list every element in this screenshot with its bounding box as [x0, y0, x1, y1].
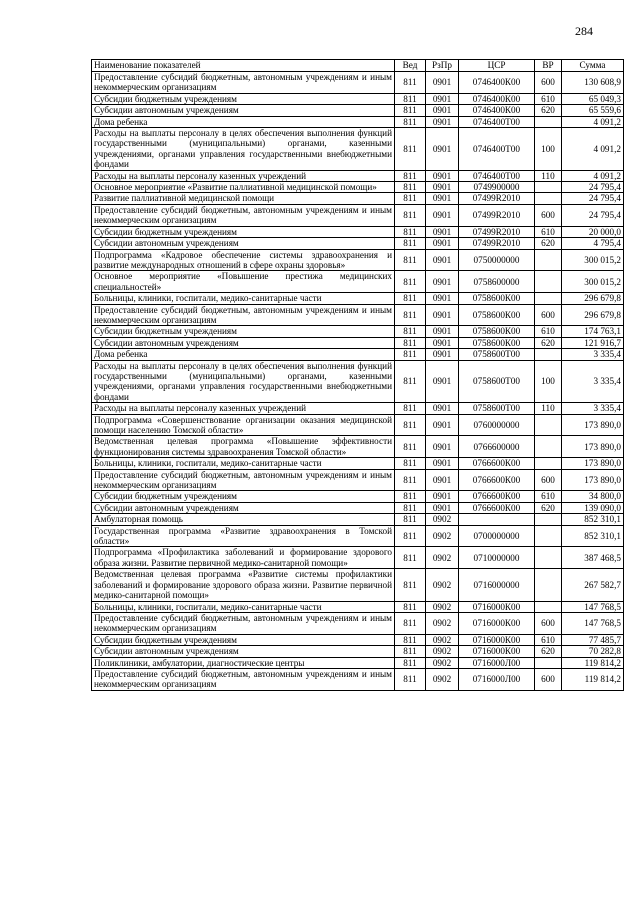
cell-ved: 811 [395, 337, 426, 348]
cell-ved: 811 [395, 547, 426, 569]
cell-ved: 811 [395, 525, 426, 547]
cell-ved: 811 [395, 569, 426, 601]
cell-vr [535, 525, 562, 547]
cell-ved: 811 [395, 436, 426, 458]
cell-name: Предоставление субсидий бюджетным, автономным учреждениям и иным некоммерческим организациям [92, 304, 395, 326]
cell-rzpr: 0902 [426, 668, 459, 690]
table-row [92, 469, 624, 491]
cell-name: Больницы, клиники, госпитали, медико-санитарные части [92, 293, 395, 304]
cell-csr: 0746400К00 [459, 93, 535, 104]
cell-sum: 77 485,7 [562, 634, 624, 645]
cell-vr: 100 [535, 128, 562, 171]
table-row [92, 238, 624, 249]
cell-csr: 07499R2010 [459, 226, 535, 237]
cell-rzpr: 0901 [426, 249, 459, 271]
cell-name: Предоставление субсидий бюджетным, автономным учреждениям и иным некоммерческим организациям [92, 72, 395, 94]
cell-name: Субсидии автономным учреждениям [92, 502, 395, 513]
cell-vr: 620 [535, 646, 562, 657]
cell-ved: 811 [395, 360, 426, 403]
table-row [92, 436, 624, 458]
cell-rzpr: 0901 [426, 436, 459, 458]
cell-vr: 610 [535, 93, 562, 104]
cell-vr: 600 [535, 668, 562, 690]
cell-name: Больницы, клиники, госпитали, медико-санитарные части [92, 458, 395, 469]
cell-vr: 610 [535, 326, 562, 337]
cell-sum: 24 795,4 [562, 204, 624, 226]
header-sum: Сумма [562, 60, 624, 72]
table-row [92, 271, 624, 293]
cell-name: Предоставление субсидий бюджетным, автономным учреждениям и иным некоммерческим организациям [92, 668, 395, 690]
table-row [92, 293, 624, 304]
cell-sum: 4 091,2 [562, 128, 624, 171]
cell-ved: 811 [395, 601, 426, 612]
cell-vr [535, 436, 562, 458]
cell-sum: 24 795,4 [562, 193, 624, 204]
cell-sum: 65 049,3 [562, 93, 624, 104]
cell-rzpr: 0901 [426, 204, 459, 226]
table-header-row [92, 60, 624, 72]
cell-name: Субсидии автономным учреждениям [92, 238, 395, 249]
cell-rzpr: 0902 [426, 634, 459, 645]
cell-rzpr: 0901 [426, 360, 459, 403]
cell-vr: 620 [535, 337, 562, 348]
cell-sum: 130 608,9 [562, 72, 624, 94]
cell-ved: 811 [395, 128, 426, 171]
cell-csr: 0716000К00 [459, 601, 535, 612]
table-row [92, 668, 624, 690]
cell-csr: 0760000000 [459, 414, 535, 436]
cell-csr: 0716000К00 [459, 612, 535, 634]
cell-csr: 0766600К00 [459, 502, 535, 513]
header-rzpr: РзПр [426, 60, 459, 72]
cell-name: Субсидии автономным учреждениям [92, 646, 395, 657]
cell-rzpr: 0901 [426, 458, 459, 469]
cell-ved: 811 [395, 304, 426, 326]
table-row [92, 657, 624, 668]
cell-vr: 620 [535, 238, 562, 249]
cell-ved: 811 [395, 271, 426, 293]
cell-rzpr: 0901 [426, 403, 459, 414]
cell-ved: 811 [395, 116, 426, 127]
cell-name: Дома ребенка [92, 349, 395, 360]
table-row [92, 116, 624, 127]
cell-vr: 620 [535, 105, 562, 116]
cell-rzpr: 0901 [426, 238, 459, 249]
cell-name: Предоставление субсидий бюджетным, автономным учреждениям и иным некоммерческим организациям [92, 204, 395, 226]
cell-vr: 100 [535, 360, 562, 403]
cell-ved: 811 [395, 182, 426, 193]
page-number: 284 [575, 24, 593, 38]
cell-vr [535, 271, 562, 293]
budget-table [91, 59, 624, 691]
cell-name: Расходы на выплаты персоналу в целях обеспечения выполнения функций государственными (муниципальными) органами, казенными учреждениями, органами управления государственными внебюджетными фондами [92, 360, 395, 403]
cell-ved: 811 [395, 293, 426, 304]
cell-sum: 24 795,4 [562, 182, 624, 193]
cell-vr [535, 349, 562, 360]
cell-name: Субсидии бюджетным учреждениям [92, 93, 395, 104]
cell-sum: 296 679,8 [562, 304, 624, 326]
cell-rzpr: 0902 [426, 514, 459, 525]
table-row [92, 105, 624, 116]
cell-ved: 811 [395, 491, 426, 502]
cell-sum: 4 795,4 [562, 238, 624, 249]
cell-csr: 07499R2010 [459, 204, 535, 226]
table-row [92, 226, 624, 237]
table-row [92, 514, 624, 525]
header-name: Наименование показателей [92, 60, 395, 72]
cell-name: Ведомственная целевая программа «Повышение эффективности функционирования системы здравоохранения Томской области» [92, 436, 395, 458]
cell-sum: 119 814,2 [562, 657, 624, 668]
cell-vr [535, 514, 562, 525]
cell-vr: 110 [535, 403, 562, 414]
cell-vr: 110 [535, 170, 562, 181]
cell-rzpr: 0902 [426, 547, 459, 569]
cell-sum: 121 916,7 [562, 337, 624, 348]
cell-csr: 0710000000 [459, 547, 535, 569]
cell-vr: 600 [535, 612, 562, 634]
cell-csr: 0746400Т00 [459, 116, 535, 127]
cell-sum: 34 800,0 [562, 491, 624, 502]
cell-sum: 3 335,4 [562, 360, 624, 403]
table-row [92, 634, 624, 645]
cell-csr: 0758600К00 [459, 304, 535, 326]
cell-sum: 173 890,0 [562, 436, 624, 458]
cell-name: Расходы на выплаты персоналу казенных учреждений [92, 403, 395, 414]
table-row [92, 349, 624, 360]
cell-name: Субсидии бюджетным учреждениям [92, 226, 395, 237]
cell-rzpr: 0901 [426, 193, 459, 204]
cell-rzpr: 0902 [426, 525, 459, 547]
table-row [92, 612, 624, 634]
table-row [92, 502, 624, 513]
cell-name: Развитие паллиативной медицинской помощи [92, 193, 395, 204]
cell-csr: 0766600К00 [459, 469, 535, 491]
cell-ved: 811 [395, 326, 426, 337]
cell-rzpr: 0901 [426, 105, 459, 116]
cell-csr: 07499R2010 [459, 238, 535, 249]
cell-vr [535, 193, 562, 204]
cell-ved: 811 [395, 105, 426, 116]
cell-ved: 811 [395, 226, 426, 237]
cell-vr: 610 [535, 634, 562, 645]
table-row [92, 249, 624, 271]
cell-sum: 3 335,4 [562, 403, 624, 414]
cell-sum: 3 335,4 [562, 349, 624, 360]
cell-rzpr: 0902 [426, 657, 459, 668]
cell-sum: 139 090,0 [562, 502, 624, 513]
table-row [92, 491, 624, 502]
cell-vr [535, 182, 562, 193]
cell-ved: 811 [395, 634, 426, 645]
cell-vr [535, 547, 562, 569]
cell-ved: 811 [395, 657, 426, 668]
cell-vr: 600 [535, 204, 562, 226]
cell-vr: 600 [535, 304, 562, 326]
cell-csr: 0716000000 [459, 569, 535, 601]
cell-rzpr: 0901 [426, 271, 459, 293]
cell-rzpr: 0901 [426, 93, 459, 104]
cell-rzpr: 0901 [426, 491, 459, 502]
cell-name: Государственная программа «Развитие здравоохранения в Томской области» [92, 525, 395, 547]
cell-csr: 0758600Т00 [459, 403, 535, 414]
cell-vr: 610 [535, 491, 562, 502]
cell-name: Субсидии бюджетным учреждениям [92, 634, 395, 645]
cell-sum: 65 559,6 [562, 105, 624, 116]
cell-ved: 811 [395, 193, 426, 204]
cell-vr: 620 [535, 502, 562, 513]
table-row [92, 93, 624, 104]
cell-rzpr: 0901 [426, 128, 459, 171]
cell-name: Субсидии автономным учреждениям [92, 337, 395, 348]
cell-rzpr: 0901 [426, 326, 459, 337]
cell-rzpr: 0902 [426, 612, 459, 634]
cell-rzpr: 0902 [426, 601, 459, 612]
cell-ved: 811 [395, 403, 426, 414]
cell-ved: 811 [395, 249, 426, 271]
cell-name: Расходы на выплаты персоналу казенных учреждений [92, 170, 395, 181]
cell-name: Субсидии бюджетным учреждениям [92, 326, 395, 337]
cell-rzpr: 0901 [426, 182, 459, 193]
cell-sum: 300 015,2 [562, 249, 624, 271]
table-row [92, 525, 624, 547]
cell-name: Подпрограмма «Совершенствование организации оказания медицинской помощи населению Томской области» [92, 414, 395, 436]
cell-rzpr: 0901 [426, 469, 459, 491]
cell-name: Субсидии бюджетным учреждениям [92, 491, 395, 502]
cell-sum: 296 679,8 [562, 293, 624, 304]
table-row [92, 326, 624, 337]
cell-vr [535, 293, 562, 304]
cell-ved: 811 [395, 612, 426, 634]
table-row [92, 414, 624, 436]
cell-ved: 811 [395, 238, 426, 249]
header-vr: ВР [535, 60, 562, 72]
cell-rzpr: 0901 [426, 293, 459, 304]
table-row [92, 601, 624, 612]
cell-sum: 173 890,0 [562, 414, 624, 436]
cell-csr: 0700000000 [459, 525, 535, 547]
cell-csr: 0758600000 [459, 271, 535, 293]
cell-csr: 0716000Л00 [459, 668, 535, 690]
cell-name: Амбулаторная помощь [92, 514, 395, 525]
table-row [92, 182, 624, 193]
cell-vr [535, 414, 562, 436]
cell-sum: 300 015,2 [562, 271, 624, 293]
cell-rzpr: 0901 [426, 414, 459, 436]
cell-rzpr: 0902 [426, 569, 459, 601]
cell-csr: 0716000К00 [459, 646, 535, 657]
cell-name: Основное мероприятие «Развитие паллиативной медицинской помощи» [92, 182, 395, 193]
cell-ved: 811 [395, 458, 426, 469]
cell-sum: 852 310,1 [562, 514, 624, 525]
table-row [92, 547, 624, 569]
cell-vr [535, 601, 562, 612]
cell-name: Поликлиники, амбулатории, диагностические центры [92, 657, 395, 668]
cell-ved: 811 [395, 414, 426, 436]
cell-csr: 0746400К00 [459, 105, 535, 116]
cell-csr: 0749900000 [459, 182, 535, 193]
cell-csr: 0758600Т00 [459, 349, 535, 360]
cell-sum: 4 091,2 [562, 170, 624, 181]
cell-sum: 387 468,5 [562, 547, 624, 569]
table-row [92, 569, 624, 601]
cell-csr [459, 514, 535, 525]
cell-name: Расходы на выплаты персоналу в целях обеспечения выполнения функций государственными (муниципальными) органами, казенными учреждениями, органами управления государственными внебюджетными фондами [92, 128, 395, 171]
header-csr: ЦСР [459, 60, 535, 72]
cell-ved: 811 [395, 502, 426, 513]
table-row [92, 304, 624, 326]
table-row [92, 204, 624, 226]
cell-sum: 147 768,5 [562, 612, 624, 634]
cell-vr [535, 249, 562, 271]
cell-csr: 0746400К00 [459, 72, 535, 94]
cell-vr [535, 569, 562, 601]
cell-name: Ведомственная целевая программа «Развитие системы профилактики заболеваний и формирование здорового образа жизни. Развитие первичной медико-санитарной помощи» [92, 569, 395, 601]
cell-vr [535, 116, 562, 127]
cell-rzpr: 0902 [426, 646, 459, 657]
cell-vr: 600 [535, 72, 562, 94]
cell-rzpr: 0901 [426, 502, 459, 513]
cell-ved: 811 [395, 93, 426, 104]
cell-csr: 0716000К00 [459, 634, 535, 645]
table-row [92, 72, 624, 94]
cell-name: Подпрограмма «Профилактика заболеваний и формирование здорового образа жизни. Развитие первичной медико-санитарной помощи» [92, 547, 395, 569]
cell-ved: 811 [395, 668, 426, 690]
cell-vr: 600 [535, 469, 562, 491]
cell-csr: 0746400Т00 [459, 128, 535, 171]
cell-sum: 4 091,2 [562, 116, 624, 127]
cell-csr: 0758600Т00 [459, 360, 535, 403]
cell-name: Дома ребенка [92, 116, 395, 127]
cell-ved: 811 [395, 349, 426, 360]
cell-sum: 173 890,0 [562, 469, 624, 491]
table-row [92, 337, 624, 348]
cell-sum: 70 282,8 [562, 646, 624, 657]
header-ved: Вед [395, 60, 426, 72]
cell-sum: 173 890,0 [562, 458, 624, 469]
cell-vr [535, 657, 562, 668]
cell-rzpr: 0901 [426, 72, 459, 94]
cell-sum: 267 582,7 [562, 569, 624, 601]
cell-csr: 0758600К00 [459, 337, 535, 348]
cell-sum: 852 310,1 [562, 525, 624, 547]
cell-sum: 174 763,1 [562, 326, 624, 337]
cell-rzpr: 0901 [426, 116, 459, 127]
cell-vr [535, 458, 562, 469]
cell-sum: 147 768,5 [562, 601, 624, 612]
cell-rzpr: 0901 [426, 170, 459, 181]
cell-csr: 07499R2010 [459, 193, 535, 204]
table-row [92, 458, 624, 469]
table-row [92, 128, 624, 171]
cell-csr: 0766600К00 [459, 458, 535, 469]
cell-name: Субсидии автономным учреждениям [92, 105, 395, 116]
cell-name: Подпрограмма «Кадровое обеспечение системы здравоохранения и развитие международных отношений в сфере охраны здоровья» [92, 249, 395, 271]
cell-sum: 119 814,2 [562, 668, 624, 690]
cell-csr: 0766600000 [459, 436, 535, 458]
cell-name: Предоставление субсидий бюджетным, автономным учреждениям и иным некоммерческим организациям [92, 612, 395, 634]
cell-csr: 0746400Т00 [459, 170, 535, 181]
table-row [92, 360, 624, 403]
cell-rzpr: 0901 [426, 337, 459, 348]
cell-rzpr: 0901 [426, 349, 459, 360]
table-row [92, 403, 624, 414]
cell-ved: 811 [395, 72, 426, 94]
cell-ved: 811 [395, 204, 426, 226]
cell-name: Больницы, клиники, госпитали, медико-санитарные части [92, 601, 395, 612]
cell-sum: 20 000,0 [562, 226, 624, 237]
cell-rzpr: 0901 [426, 304, 459, 326]
cell-ved: 811 [395, 514, 426, 525]
table-row [92, 170, 624, 181]
cell-csr: 0716000Л00 [459, 657, 535, 668]
cell-name: Основное мероприятие «Повышение престижа медицинских специальностей» [92, 271, 395, 293]
table-row [92, 646, 624, 657]
cell-vr: 610 [535, 226, 562, 237]
cell-ved: 811 [395, 646, 426, 657]
cell-rzpr: 0901 [426, 226, 459, 237]
cell-csr: 0758600К00 [459, 326, 535, 337]
cell-ved: 811 [395, 469, 426, 491]
cell-csr: 0766600К00 [459, 491, 535, 502]
cell-csr: 0750000000 [459, 249, 535, 271]
table-row [92, 193, 624, 204]
cell-ved: 811 [395, 170, 426, 181]
cell-name: Предоставление субсидий бюджетным, автономным учреждениям и иным некоммерческим организациям [92, 469, 395, 491]
cell-csr: 0758600К00 [459, 293, 535, 304]
